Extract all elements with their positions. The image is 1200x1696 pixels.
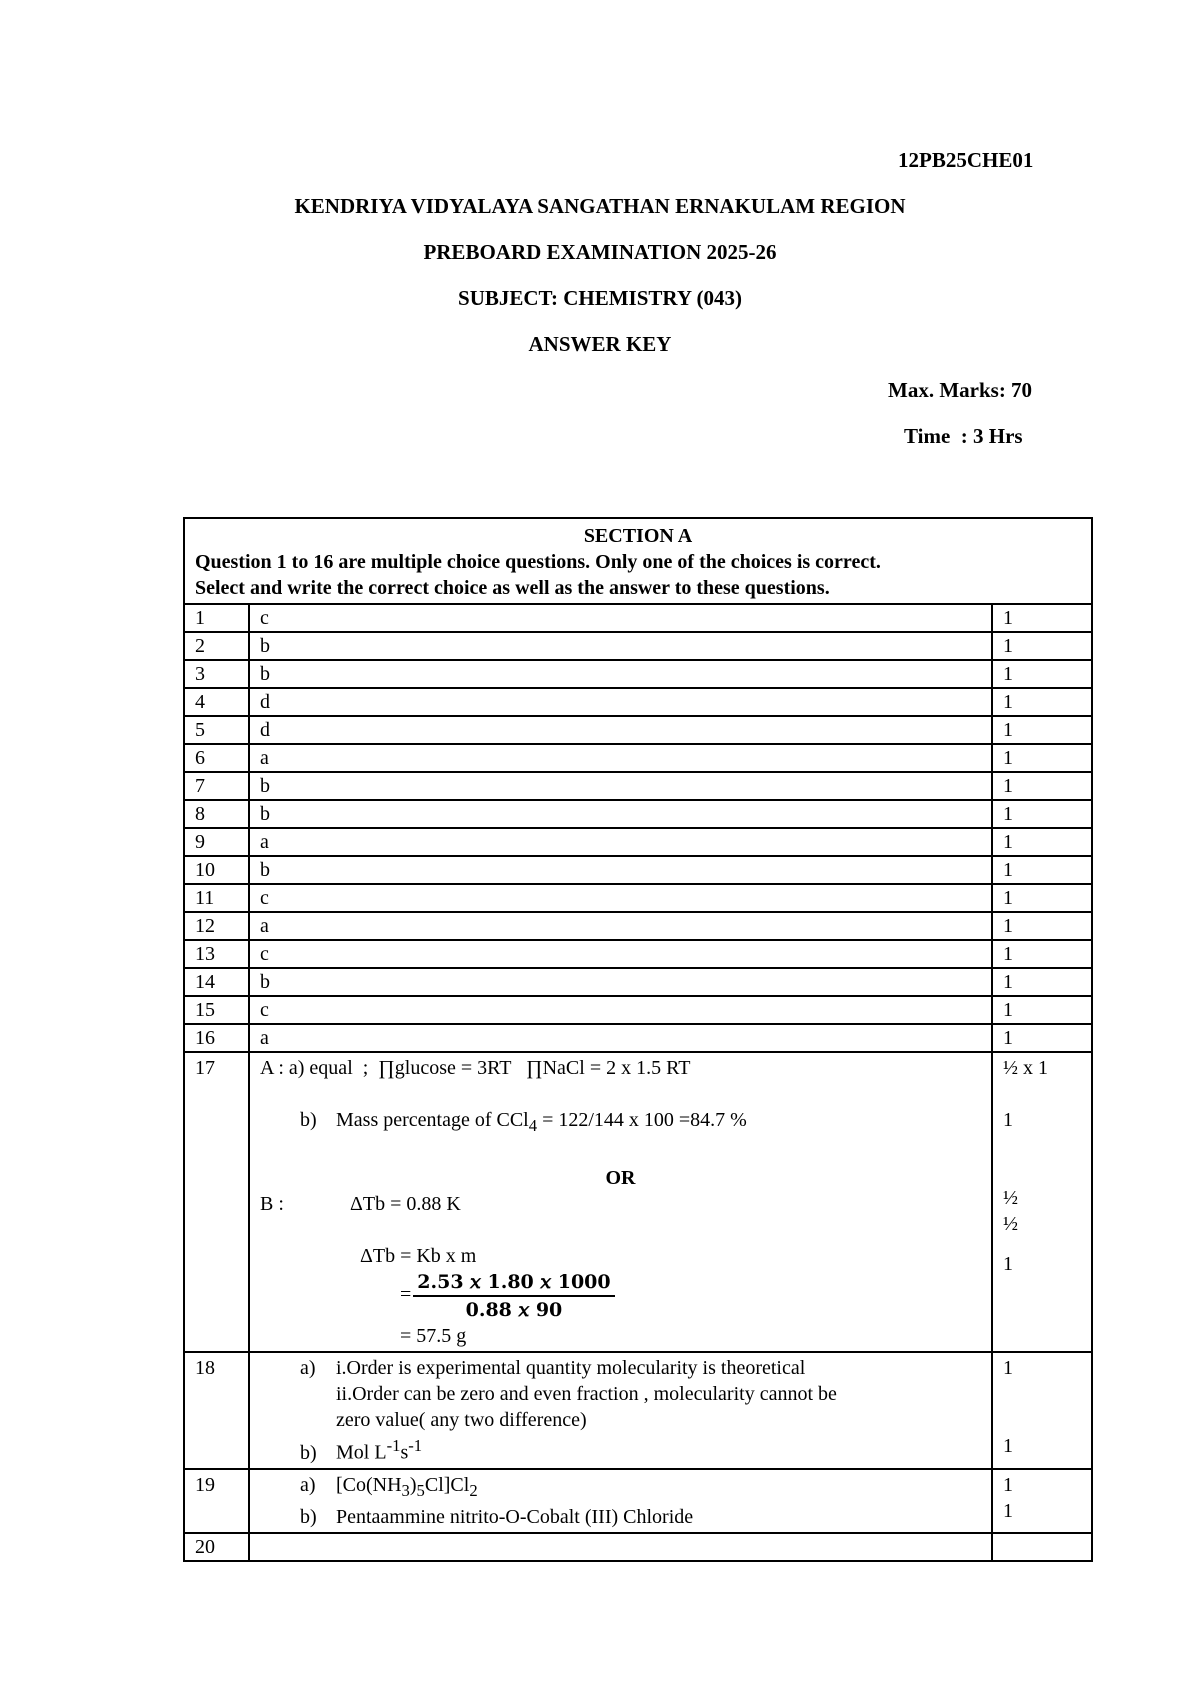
answer-choice: b xyxy=(249,632,992,660)
q17-B-label: B : xyxy=(260,1193,284,1215)
question-number: 4 xyxy=(184,688,249,716)
q17-b-line xyxy=(260,1107,981,1139)
marks: 1 xyxy=(992,744,1092,772)
question-number: 9 xyxy=(184,828,249,856)
marks: 1 xyxy=(992,632,1092,660)
question-number: 7 xyxy=(184,772,249,800)
question-number: 8 xyxy=(184,800,249,828)
answer-key-table xyxy=(183,517,1093,1562)
q18-a-line-2: ii.Order can be zero and even fraction , molecularity cannot be xyxy=(336,1383,837,1405)
section-a-title: SECTION A xyxy=(583,525,693,547)
marks: 1 xyxy=(992,800,1092,828)
question-number: 14 xyxy=(184,968,249,996)
marks: 1 xyxy=(992,660,1092,688)
q19-a-sub-1: 3 xyxy=(401,1480,410,1500)
question-number: 6 xyxy=(184,744,249,772)
question-number: 16 xyxy=(184,1024,249,1052)
mcq-row xyxy=(184,632,1092,660)
answer-choice: c xyxy=(249,604,992,632)
marks: 1 xyxy=(992,716,1092,744)
section-a-instruction-1: Question 1 to 16 are multiple choice questions. Only one of the choices is correct. xyxy=(195,551,881,573)
answer-choice: b xyxy=(249,968,992,996)
q17-dtb-mark-2: ½ xyxy=(1003,1213,1018,1235)
answer-cell xyxy=(249,1469,992,1533)
mcq-row xyxy=(184,800,1092,828)
marks: 1 xyxy=(992,884,1092,912)
q17-b-sub: 4 xyxy=(528,1116,538,1135)
q19-a-mid: ) xyxy=(409,1473,417,1496)
question-number: 10 xyxy=(184,856,249,884)
q17-dtb: ΔTb = 0.88 K xyxy=(350,1193,461,1215)
q19-b-label: b) xyxy=(300,1505,317,1528)
mcq-row xyxy=(184,604,1092,632)
subject-title: SUBJECT: CHEMISTRY (043) xyxy=(458,286,742,310)
answer-choice: b xyxy=(249,800,992,828)
answer-choice: a xyxy=(249,744,992,772)
q18-b-label: b) xyxy=(300,1441,317,1464)
q17-b-label: b) xyxy=(300,1109,317,1131)
q18-a-label: a) xyxy=(300,1357,316,1379)
section-a-header-row xyxy=(184,518,1092,604)
organization-title: KENDRIYA VIDYALAYA SANGATHAN ERNAKULAM REGION xyxy=(294,194,906,218)
q19-b-text: Pentaammine nitrito-O-Cobalt (III) Chloride xyxy=(336,1505,694,1528)
marks: 1 xyxy=(992,912,1092,940)
answer-key-title: ANSWER KEY xyxy=(528,332,672,356)
document-code: 12PB25CHE01 xyxy=(898,148,1034,172)
mcq-row xyxy=(184,772,1092,800)
question-18-row xyxy=(184,1352,1092,1469)
mcq-row xyxy=(184,884,1092,912)
marks-cell xyxy=(992,1052,1092,1352)
answer-choice: b xyxy=(249,856,992,884)
answer-choice: a xyxy=(249,1024,992,1052)
q19-a-sub-2: 5 xyxy=(416,1480,425,1500)
question-number: 11 xyxy=(184,884,249,912)
q18-a-text-1: i.Order is experimental quantity molecularity is theoretical xyxy=(336,1357,806,1379)
marks: 1 xyxy=(992,968,1092,996)
q17-dtb-formula: ΔTb = Kb x m xyxy=(360,1245,477,1267)
q18-b-mark: 1 xyxy=(1003,1435,1013,1457)
q17-frac-numerator: 2.53 𝑥 1.80 𝑥 1000 xyxy=(413,1269,614,1297)
q19-b-mark: 1 xyxy=(1003,1499,1013,1522)
q17-a-line: A : a) equal ; ∏glucose = 3RT ∏NaCl = 2 x 1.5 RT xyxy=(260,1057,691,1079)
q18-b-mid: s xyxy=(400,1441,409,1464)
q18-b-sup-2: -1 xyxy=(408,1436,423,1455)
q19-a-mid-2: Cl]Cl xyxy=(424,1473,470,1496)
question-number: 12 xyxy=(184,912,249,940)
answer-choice: d xyxy=(249,688,992,716)
q17-b-mark: 1 xyxy=(1003,1109,1013,1131)
answer-choice: a xyxy=(249,828,992,856)
marks: 1 xyxy=(992,688,1092,716)
q17-frac-denominator: 0.88 𝑥 90 xyxy=(465,1299,563,1321)
marks: 1 xyxy=(992,856,1092,884)
q17-B-line xyxy=(260,1191,981,1217)
mcq-row xyxy=(184,912,1092,940)
question-number: 17 xyxy=(184,1052,249,1352)
section-a-instruction-2: Select and write the correct choice as well as the answer to these questions. xyxy=(195,577,830,599)
marks: 1 xyxy=(992,996,1092,1024)
mcq-row xyxy=(184,744,1092,772)
mcq-row xyxy=(184,716,1092,744)
q17-fraction xyxy=(413,1269,614,1323)
question-number: 2 xyxy=(184,632,249,660)
mcq-row xyxy=(184,856,1092,884)
marks-cell xyxy=(992,1533,1092,1561)
answer-choice: b xyxy=(249,772,992,800)
q17-dtb-mark-1: ½ xyxy=(1003,1187,1018,1209)
max-marks: Max. Marks: 70 xyxy=(888,378,1033,402)
question-number: 15 xyxy=(184,996,249,1024)
q18-a-line-3: zero value( any two difference) xyxy=(336,1409,587,1431)
answer-choice: c xyxy=(249,940,992,968)
answer-cell xyxy=(249,1352,992,1469)
q19-a-mark: 1 xyxy=(1003,1473,1013,1496)
q18-a-line-1 xyxy=(260,1355,981,1381)
q17-frac-eq: = xyxy=(400,1283,412,1306)
mcq-row xyxy=(184,688,1092,716)
question-number: 13 xyxy=(184,940,249,968)
mcq-row xyxy=(184,1024,1092,1052)
exam-time: Time : 3 Hrs xyxy=(904,424,1023,448)
answer-choice: c xyxy=(249,884,992,912)
answer-choice: a xyxy=(249,912,992,940)
q19-a-pre: [Co(NH xyxy=(336,1473,402,1496)
q17-fraction-line xyxy=(260,1269,981,1323)
marks: 1 xyxy=(992,772,1092,800)
question-number: 5 xyxy=(184,716,249,744)
marks: 1 xyxy=(992,940,1092,968)
answer-choice: b xyxy=(249,660,992,688)
question-19-row xyxy=(184,1469,1092,1533)
marks: 1 xyxy=(992,604,1092,632)
q17-b-text-post: = 122/144 x 100 =84.7 % xyxy=(537,1109,747,1131)
q19-a-label: a) xyxy=(300,1473,316,1496)
answer-choice: d xyxy=(249,716,992,744)
q18-b-text: Mol L xyxy=(336,1441,387,1464)
question-17-row xyxy=(184,1052,1092,1352)
q19-a-line xyxy=(260,1472,981,1504)
question-number: 3 xyxy=(184,660,249,688)
marks: 1 xyxy=(992,828,1092,856)
question-number: 18 xyxy=(184,1352,249,1469)
q17-or: OR xyxy=(605,1167,636,1189)
q17-frac-mark: 1 xyxy=(1003,1253,1013,1275)
mcq-row xyxy=(184,996,1092,1024)
mcq-row xyxy=(184,828,1092,856)
marks-cell xyxy=(992,1469,1092,1533)
q17-b-text: Mass percentage of CCl xyxy=(336,1109,529,1131)
q19-a-sub-3: 2 xyxy=(469,1480,478,1500)
exam-title: PREBOARD EXAMINATION 2025-26 xyxy=(423,240,777,264)
answer-cell xyxy=(249,1052,992,1352)
question-number: 20 xyxy=(184,1533,249,1561)
answer-cell xyxy=(249,1533,992,1561)
q17-result: = 57.5 g xyxy=(400,1325,467,1347)
question-number: 19 xyxy=(184,1469,249,1533)
marks: 1 xyxy=(992,1024,1092,1052)
question-20-row xyxy=(184,1533,1092,1561)
q19-b-line xyxy=(260,1504,981,1530)
q18-b-line xyxy=(260,1433,981,1466)
q18-a-mark: 1 xyxy=(1003,1357,1013,1379)
question-number: 1 xyxy=(184,604,249,632)
q18-b-sup-1: -1 xyxy=(386,1436,401,1455)
marks-cell xyxy=(992,1352,1092,1469)
mcq-row xyxy=(184,940,1092,968)
answer-choice: c xyxy=(249,996,992,1024)
mcq-row xyxy=(184,968,1092,996)
mcq-row xyxy=(184,660,1092,688)
q17-a-mark: ½ x 1 xyxy=(1003,1057,1048,1079)
